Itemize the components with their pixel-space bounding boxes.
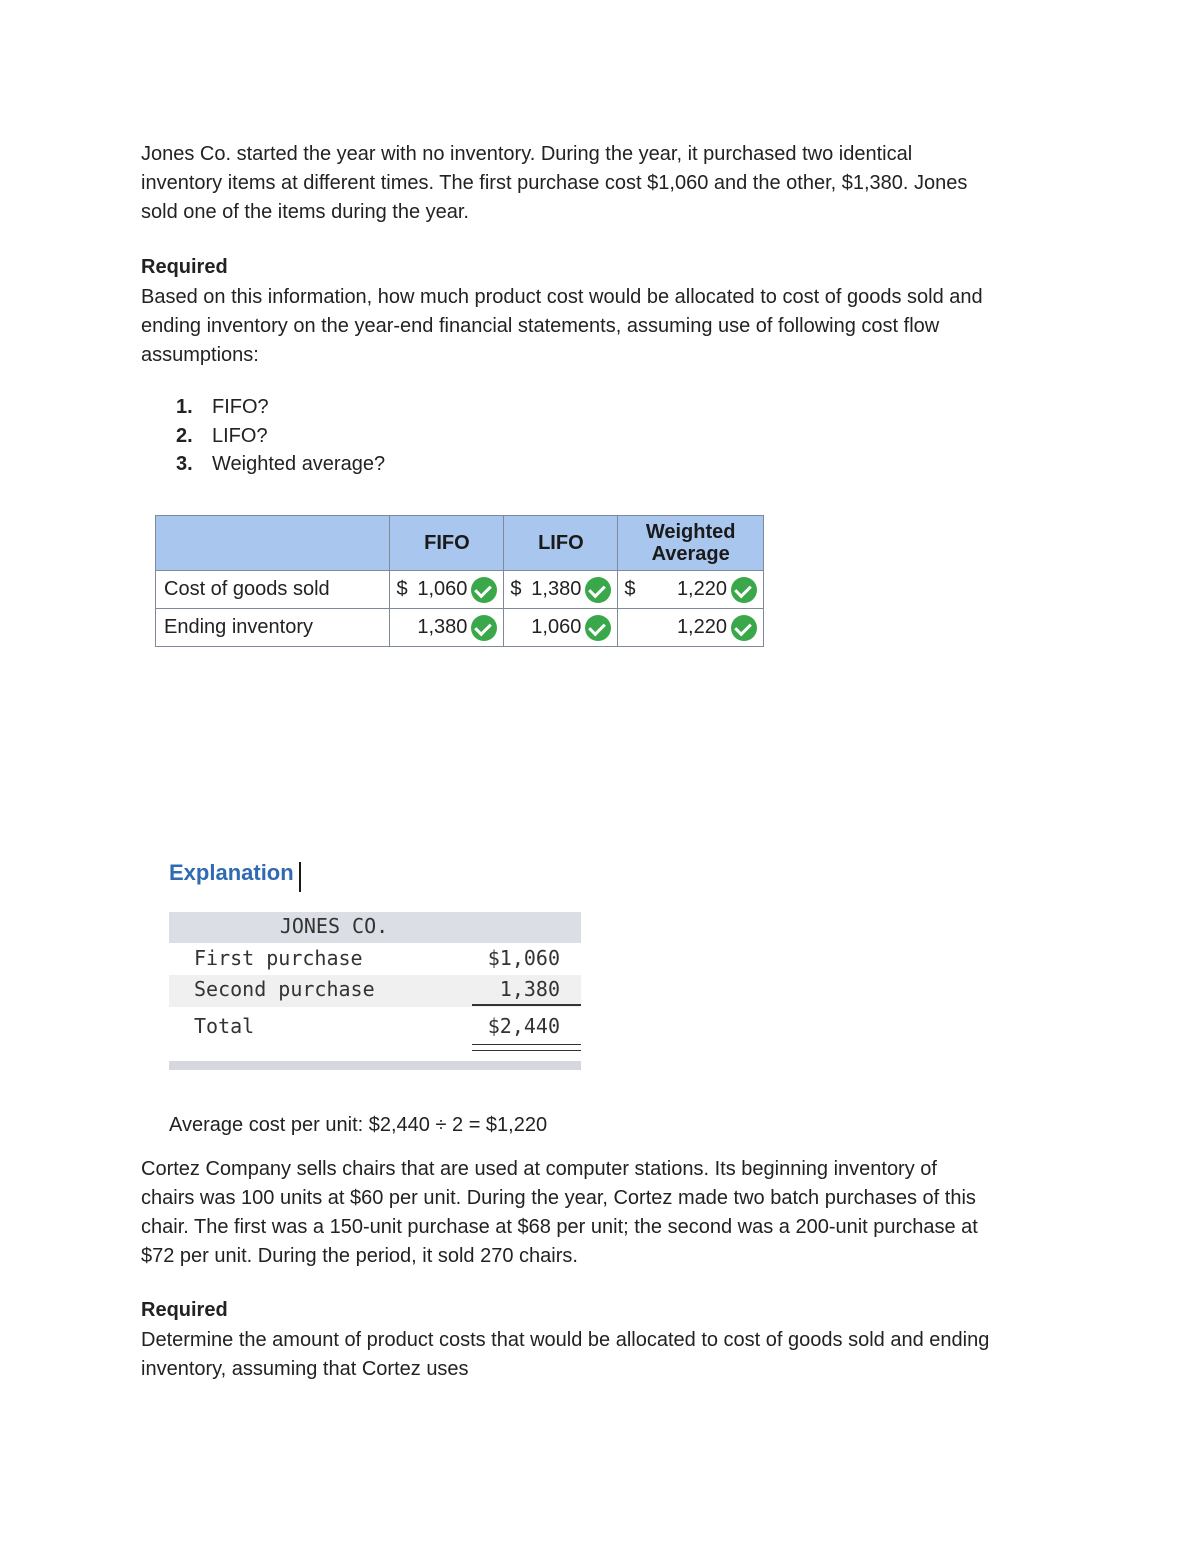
text-line: sold one of the items during the year. <box>141 201 469 223</box>
total-double-rule <box>472 1044 581 1051</box>
average-cost-line: Average cost per unit: $2,440 ÷ 2 = $1,220 <box>169 1114 548 1136</box>
problem1-intro <box>141 140 1071 227</box>
table-header-row <box>156 516 764 571</box>
text-line: ending inventory on the year-end financial statements, assuming use of following cost flow <box>141 315 940 337</box>
fifo-ending-cell[interactable]: 1,380 <box>390 609 504 647</box>
text-line: inventory items at different times. The first purchase cost $1,060 and the other, $1,380. Jones <box>141 172 968 194</box>
list-item: 1. FIFO? <box>176 396 269 418</box>
check-circle-icon <box>731 615 757 641</box>
row-label: Ending inventory <box>156 609 390 647</box>
first-purchase-value: $1,060 <box>487 946 560 970</box>
header-fifo: FIFO <box>390 516 504 571</box>
required-heading: Required <box>141 256 228 278</box>
total-label: Total <box>194 1014 255 1038</box>
check-circle-icon <box>471 577 497 603</box>
header-weighted-average: Weighted Average <box>618 516 764 571</box>
text-line: Determine the amount of product costs that would be allocated to cost of goods sold and ending <box>141 1329 990 1351</box>
text-line: Jones Co. started the year with no inventory. During the year, it purchased two identical <box>141 143 913 165</box>
explanation-table-footer <box>169 1061 581 1070</box>
first-purchase-label: First purchase <box>194 946 363 970</box>
header-empty <box>156 516 390 571</box>
lifo-cogs-cell[interactable]: $ 1,380 <box>504 571 618 609</box>
check-circle-icon <box>585 577 611 603</box>
total-value: $2,440 <box>487 1014 560 1038</box>
explanation-table-title: JONES CO. <box>279 914 389 938</box>
text-line: chairs was 100 units at $60 per unit. During the year, Cortez made two batch purchases of this <box>141 1187 976 1209</box>
table-row <box>156 571 764 609</box>
required-heading: Required <box>141 1299 228 1321</box>
problem2-required-text <box>141 1326 1071 1384</box>
text-line: $72 per unit. During the period, it sold 270 chairs. <box>141 1245 578 1267</box>
problem2-intro <box>141 1155 1071 1271</box>
wa-ending-cell[interactable]: 1,220 <box>618 609 764 647</box>
text-line: assumptions: <box>141 344 259 366</box>
text-line: Based on this information, how much product cost would be allocated to cost of goods sold and <box>141 286 983 308</box>
answer-table <box>155 515 764 647</box>
lifo-ending-cell[interactable]: 1,060 <box>504 609 618 647</box>
cost-flow-list <box>176 393 385 479</box>
text-cursor <box>299 862 301 892</box>
table-row <box>156 609 764 647</box>
subtotal-rule <box>472 1004 581 1006</box>
header-lifo: LIFO <box>504 516 618 571</box>
text-line: chair. The first was a 150-unit purchase at $68 per unit; the second was a 200-unit purchase at <box>141 1216 978 1238</box>
wa-cogs-cell[interactable]: $ 1,220 <box>618 571 764 609</box>
row-label: Cost of goods sold <box>156 571 390 609</box>
second-purchase-value: 1,380 <box>499 977 560 1001</box>
second-purchase-label: Second purchase <box>194 977 375 1001</box>
list-item: 2. LIFO? <box>176 424 268 447</box>
list-item: 3. Weighted average? <box>176 453 386 475</box>
text-line: Cortez Company sells chairs that are used at computer stations. Its beginning inventory of <box>141 1158 937 1180</box>
text-line: inventory, assuming that Cortez uses <box>141 1358 469 1380</box>
fifo-cogs-cell[interactable]: $ 1,060 <box>390 571 504 609</box>
explanation-title: Explanation <box>169 860 294 885</box>
check-circle-icon <box>471 615 497 641</box>
problem1-required-text <box>141 283 1071 370</box>
check-circle-icon <box>585 615 611 641</box>
check-circle-icon <box>731 577 757 603</box>
